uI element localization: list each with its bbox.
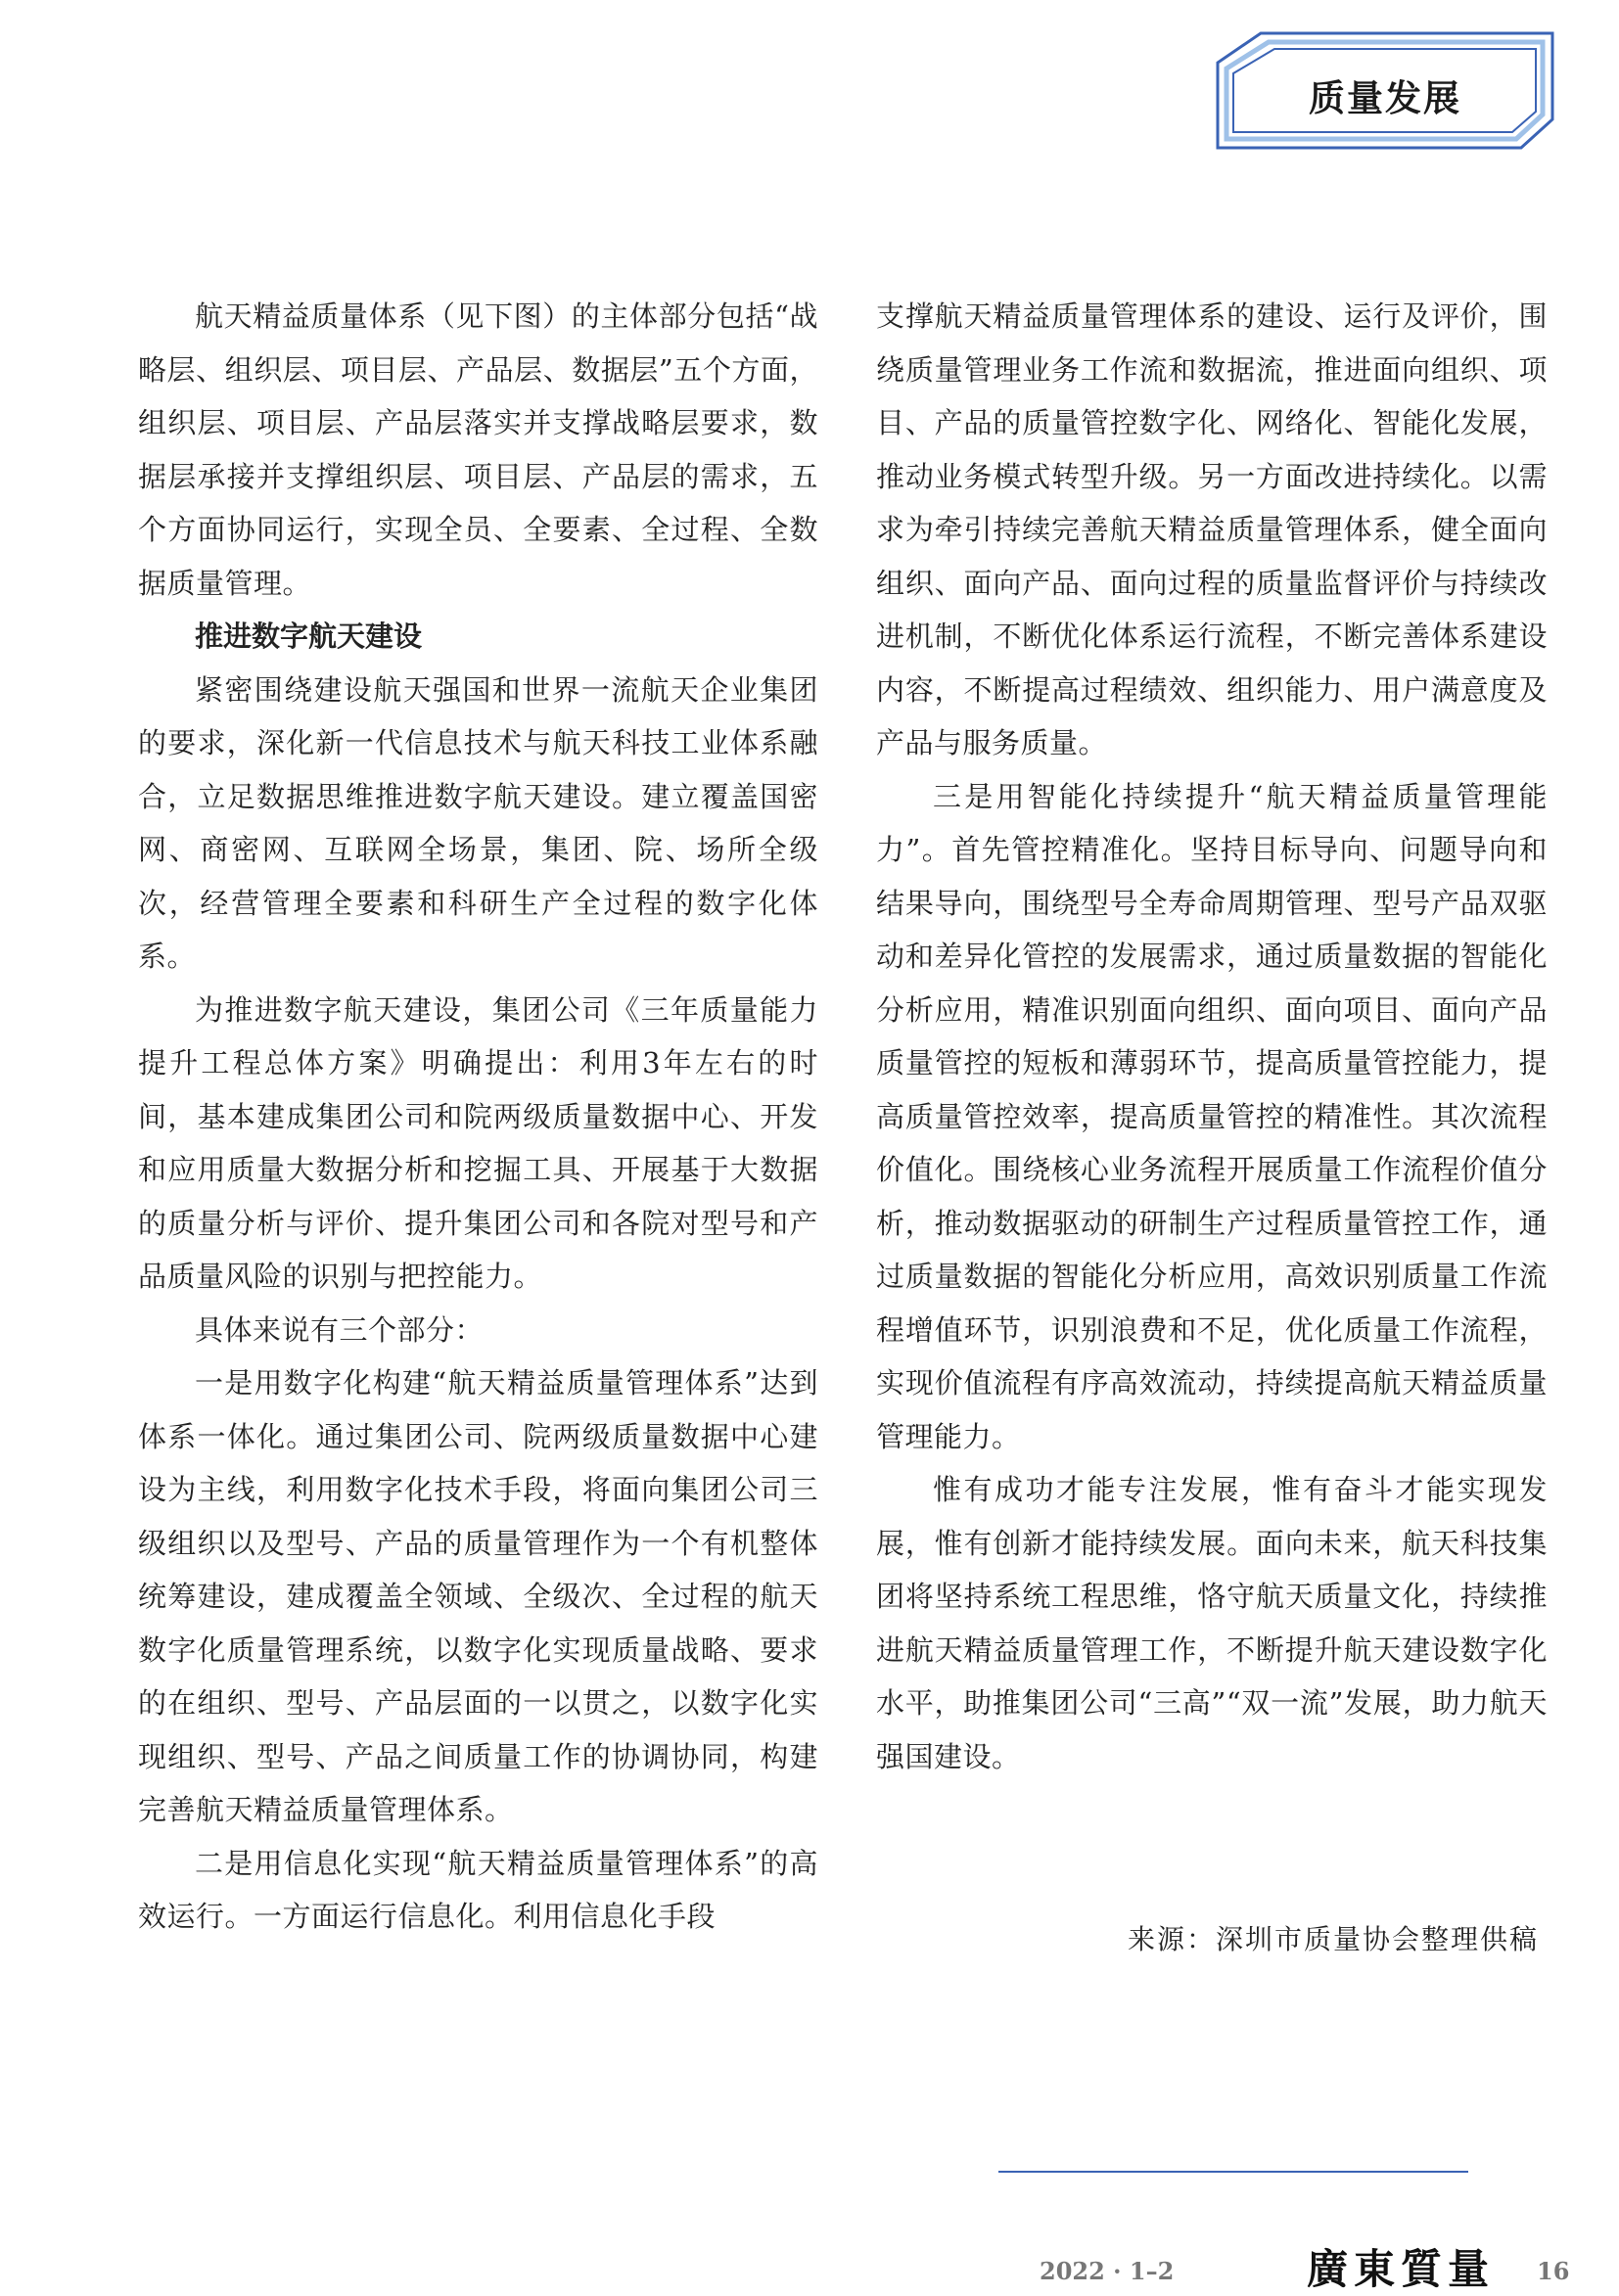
paragraph: 二是用信息化实现“航天精益质量管理体系”的高效运行。一方面运行信息化。利用信息化手段 [138,1846,818,1933]
issue-number: 2022 · 1–2 [1040,2257,1175,2285]
article-column-left [138,290,818,1944]
paragraph: 一是用数字化构建“航天精益质量管理体系”达到体系一体化。通过集团公司、院两级质量数据中心建设为主线，利用数字化技术手段，将面向集团公司三级组织以及型号、产品的质量管理作为一个有机整体统筹建设，建成覆盖全领域、全级次、全过程的航天数字化质量管理系统，以数字化实现质量战略、要求的在组织、型号、产品层面的一以贯之，以数字化实现组织、型号、产品之间质量工作的协调协同，构建完善航天精益质量管理体系。 [138,1366,818,1826]
article-column-right [876,290,1548,1783]
source-credit: 来源：深圳市质量协会整理供稿 [1127,1923,1539,1955]
section-subheading: 推进数字航天建设 [195,620,423,653]
paragraph: 航天精益质量体系（见下图）的主体部分包括“战略层、组织层、项目层、产品层、数据层”五个方面，组织层、项目层、产品层落实并支撑战略层要求，数据层承接并支撑组织层、项目层、产品层的需求，五个方面协同运行，实现全员、全要素、全过程、全数据质量管理。 [138,299,818,600]
paragraph: 三是用智能化持续提升“航天精益质量管理能力”。首先管控精准化。坚持目标导向、问题导向和结果导向，围绕型号全寿命周期管理、型号产品双驱动和差异化管控的发展需求，通过质量数据的智能化分析应用，精准识别面向组织、面向项目、面向产品质量管控的短板和薄弱环节，提高质量管控能力，提高质量管控效率，提高质量管控的精准性。其次流程价值化。围绕核心业务流程开展质量工作流程价值分析，推动数据驱动的研制生产过程质量管控工作，通过质量数据的智能化分析应用，高效识别质量工作流程增值环节，识别浪费和不足，优化质量工作流程，实现价值流程有序高效流动，持续提高航天精益质量管理能力。 [876,779,1548,1453]
paragraph: 支撑航天精益质量管理体系的建设、运行及评价，围绕质量管理业务工作流和数据流，推进面向组织、项目、产品的质量管控数字化、网络化、智能化发展，推动业务模式转型升级。另一方面改进持续化。以需求为牵引持续完善航天精益质量管理体系，健全面向组织、面向产品、面向过程的质量监督评价与持续改进机制，不断优化体系运行流程，不断完善体系建设内容，不断提高过程绩效、组织能力、用户满意度及产品与服务质量。 [876,299,1548,759]
page-number: 16 [1537,2257,1570,2285]
section-title: 质量发展 [1309,77,1461,119]
magazine-logo: 廣東質量 [1307,2245,1496,2293]
paragraph: 为推进数字航天建设，集团公司《三年质量能力提升工程总体方案》明确提出：利用3年左右的时间，基本建成集团公司和院两级质量数据中心、开发和应用质量大数据分析和挖掘工具、开展基于大数据的质量分析与评价、提升集团公司和各院对型号和产品质量风险的识别与把控能力。 [138,992,818,1293]
section-header-tab [1214,29,1556,152]
paragraph: 具体来说有三个部分： [195,1312,485,1347]
paragraph: 紧密围绕建设航天强国和世界一流航天企业集团的要求，深化新一代信息技术与航天科技工业体系融合，立足数据思维推进数字航天建设。建立覆盖国密网、商密网、互联网全场景，集团、院、场所全级次，经营管理全要素和科研生产全过程的数字化体系。 [138,672,818,973]
footer-divider [998,2171,1468,2173]
paragraph: 惟有成功才能专注发展，惟有奋斗才能实现发展，惟有创新才能持续发展。面向未来，航天科技集团将坚持系统工程思维，恪守航天质量文化，持续推进航天精益质量管理工作，不断提升航天建设数字化水平，助推集团公司“三高”“双一流”发展，助力航天强国建设。 [876,1473,1548,1773]
